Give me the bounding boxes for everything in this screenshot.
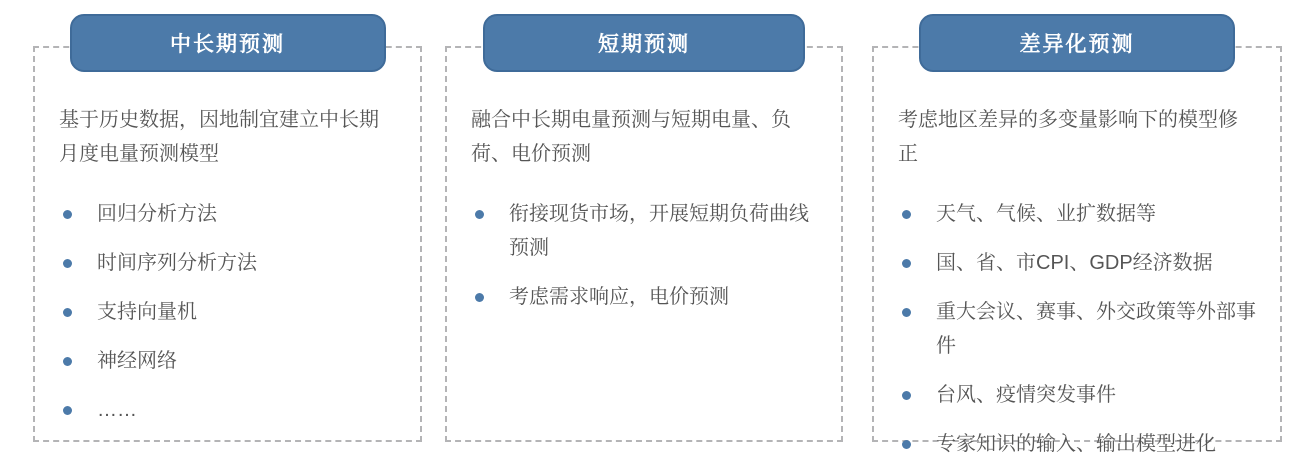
bullet-item (898, 197, 1256, 231)
card-title: 短期预测 (598, 33, 690, 56)
bullet-text: 国、省、市CPI、GDP经济数据 (936, 252, 1213, 274)
card-title-badge (483, 14, 805, 72)
bullet-list (59, 197, 396, 427)
bullet-text: 神经网络 (97, 350, 177, 372)
bullet-item (471, 197, 817, 265)
card-intro: 考虑地区差异的多变量影响下的模型修正 (898, 109, 1238, 165)
card-short-term-forecast (445, 33, 843, 442)
bullet-text: 台风、疫情突发事件 (936, 384, 1116, 406)
bullet-item (59, 246, 396, 280)
bullet-dot-icon (475, 210, 484, 219)
bullet-item (59, 197, 396, 231)
card-title-badge (70, 14, 386, 72)
card-body (874, 48, 1280, 461)
bullet-text: 衔接现货市场，开展短期负荷曲线预测 (509, 203, 809, 259)
bullet-text: 重大会议、赛事、外交政策等外部事件 (936, 301, 1256, 357)
bullet-item (59, 393, 396, 427)
bullet-item (898, 246, 1256, 280)
bullet-text: 天气、气候、业扩数据等 (936, 203, 1156, 225)
bullet-text: 考虑需求响应，电价预测 (509, 286, 729, 308)
bullet-text: …… (97, 399, 137, 421)
bullet-dot-icon (902, 259, 911, 268)
card-title-badge (919, 14, 1235, 72)
bullet-text: 回归分析方法 (97, 203, 217, 225)
bullet-dot-icon (902, 308, 911, 317)
bullet-item (59, 344, 396, 378)
bullet-item (898, 295, 1256, 363)
card-body (447, 48, 841, 314)
bullet-dot-icon (63, 406, 72, 415)
bullet-dot-icon (902, 391, 911, 400)
card-differentiated-forecast (872, 33, 1282, 455)
bullet-text: 支持向量机 (97, 301, 197, 323)
bullet-dot-icon (63, 210, 72, 219)
card-title: 差异化预测 (1019, 33, 1135, 56)
card-intro: 融合中长期电量预测与短期电量、负荷、电价预测 (471, 109, 791, 165)
bullet-item (59, 295, 396, 329)
bullet-item (471, 280, 817, 314)
bullet-dot-icon (63, 357, 72, 366)
bullet-dot-icon (63, 259, 72, 268)
bullet-item (898, 378, 1256, 412)
bullet-text: 专家知识的输入、输出模型进化 (936, 433, 1216, 455)
bullet-list (898, 197, 1256, 461)
bullet-list (471, 197, 817, 314)
bullet-dot-icon (902, 440, 911, 449)
bullet-dot-icon (63, 308, 72, 317)
card-body (35, 48, 420, 427)
card-mid-long-term-forecast (33, 33, 422, 442)
bullet-dot-icon (902, 210, 911, 219)
bullet-dot-icon (475, 293, 484, 302)
bullet-text: 时间序列分析方法 (97, 252, 257, 274)
card-title: 中长期预测 (170, 33, 285, 56)
card-intro: 基于历史数据，因地制宜建立中长期月度电量预测模型 (59, 109, 379, 165)
bullet-item (898, 427, 1256, 461)
